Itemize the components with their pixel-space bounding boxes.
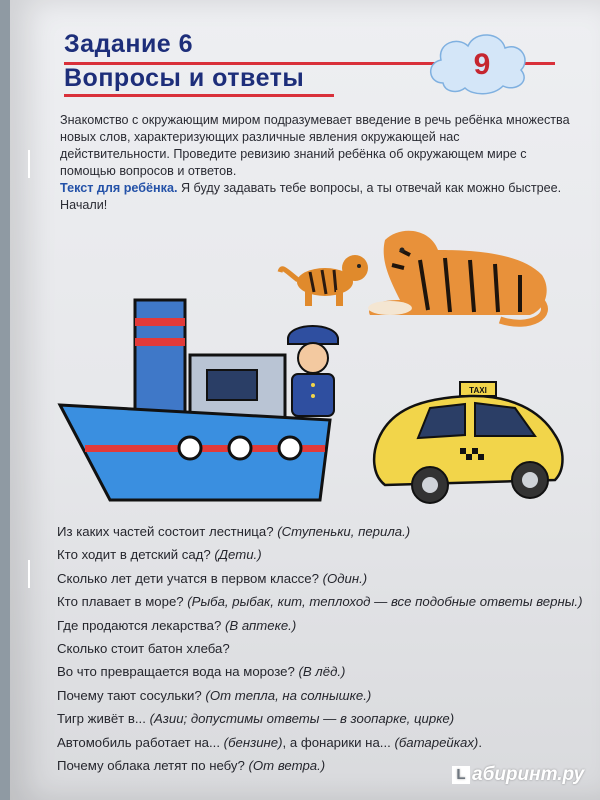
page-number-cloud [423, 28, 533, 98]
question-item: Где продаются лекарства? (В аптеке.) [57, 617, 297, 633]
labirint-logo-icon: L [452, 766, 470, 784]
task-number: Задание 6 [64, 30, 194, 58]
child-text-body: Я буду задавать тебе вопросы, а ты отвечай как можно быстрее. Начали! [60, 181, 562, 212]
porthole [279, 437, 301, 459]
child-instruction [60, 180, 565, 214]
binding-stitch-top [28, 150, 36, 178]
porthole [229, 437, 251, 459]
question-item: Автомобиль работает на... (бензине), а фонарики на... (батарейках). [57, 734, 482, 750]
question-item: Сколько стоит батон хлеба? [57, 640, 230, 656]
question-list [57, 522, 582, 779]
watermark-text: абиринт.ру [472, 764, 585, 785]
question-item: Почему тают сосульки? (От тепла, на солнышке.) [57, 687, 372, 703]
page-number: 9 [473, 48, 491, 81]
taxi-illustration [370, 380, 570, 510]
taxi-sign-text: TAXI [469, 386, 487, 395]
tiger-adult [368, 231, 547, 324]
question-item: Сколько лет дети учатся в первом классе? (Один.) [57, 570, 368, 586]
ship-window [207, 370, 257, 400]
question-item: Кто плавает в море? (Рыба, рыбак, кит, теплоход — все подобные ответы верны.) [57, 594, 583, 610]
question-item: Почему облака летят по небу? (От ветра.) [57, 757, 326, 773]
intro-paragraph: Знакомство с окружающим миром подразумевает введение в речь ребёнка множества новых слов, характеризующих различные явления окружающей нас действительности. Проведите ревизию знаний ребёнка об окружающем мире с помощью вопросов и ответов. [60, 113, 570, 178]
captain-illustration [280, 320, 350, 420]
question-item: Во что превращается вода на морозе? (В лёд.) [57, 664, 346, 680]
labirint-watermark [452, 764, 584, 786]
page-title: Вопросы и ответы [64, 64, 305, 92]
binding-stitch-bottom [28, 560, 36, 588]
child-text-label: Текст для ребёнка. [60, 181, 178, 195]
question-item: Тигр живёт в... (Азии; допустимы ответы — в зоопарке, цирке) [57, 711, 455, 727]
question-item: Из каких частей состоит лестница? (Ступеньки, перила.) [57, 524, 411, 539]
porthole [179, 437, 201, 459]
question-item: Кто ходит в детский сад? (Дети.) [57, 547, 262, 563]
header-rule-bottom [64, 94, 334, 97]
